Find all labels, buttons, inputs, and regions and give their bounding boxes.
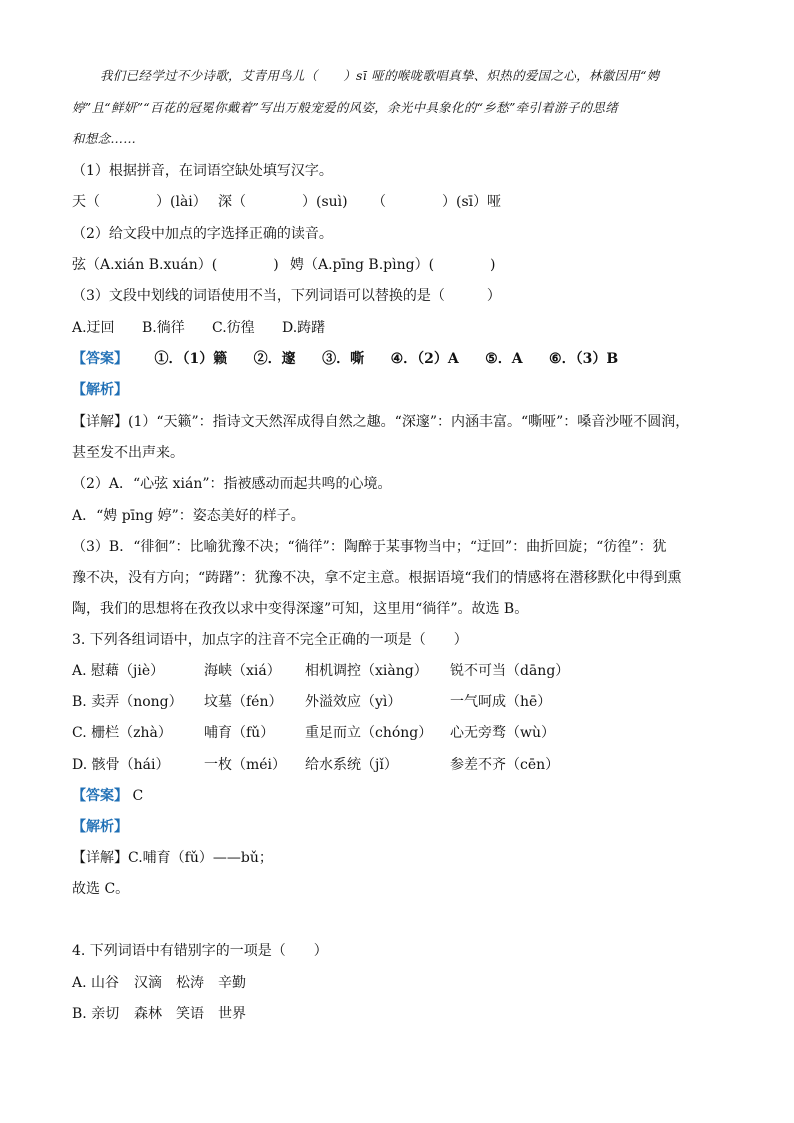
q3-row-b-cell-2: 坟墓（fén） (204, 694, 283, 710)
q3-option-d: D.踌躇 (282, 320, 326, 336)
analysis-line-7: 陶，我们的思想将在孜孜以求中变得深邃”可知，这里用“徜徉”。故选 B。 (72, 601, 529, 617)
q3-answer-value: C (132, 788, 144, 804)
q4-row-a-cell-1: A. 山谷 (72, 975, 120, 991)
q4-row-a-cell-4: 辛勤 (218, 975, 246, 991)
q3-row-c-cell-1: C. 栅栏（zhà） (72, 725, 172, 741)
q4-row-b-cell-1: B. 亲切 (72, 1006, 120, 1022)
answer-tag: 【答案】 (72, 351, 128, 367)
q2-item-2: 娉（A.pīng B.pìng）( ) (290, 257, 496, 273)
answer-part-6: ⑥．（3）B (549, 351, 619, 367)
q3-row-d-cell-4: 参差不齐（cēn） (450, 757, 560, 773)
question-4-title: 4. 下列词语中有错别字的一项是（ ） (72, 943, 328, 959)
q4-row-b-cell-4: 世界 (218, 1006, 246, 1022)
q3-row-a-cell-3: 相机调控（xiàng） (305, 663, 428, 679)
question-3-title: 3. 下列各组词语中，加点字的注音不完全正确的一项是（ ） (72, 632, 468, 648)
q3-row-a-cell-4: 锐不可当（dāng） (450, 663, 570, 679)
q3-analysis-tag: 【解析】 (72, 819, 128, 835)
q3-row-a-cell-1: A. 慰藉（jiè） (72, 663, 165, 679)
q1-item-1: 天（ ）(lài） (72, 194, 207, 210)
q3-detail: 【详解】C.哺育（fǔ）——bǔ； (72, 850, 273, 866)
q3-answer-line (72, 786, 143, 806)
analysis-line-1: 【详解】(1）“天籁”：指诗文天然浑成得自然之趣。“深邃”：内涵丰富。“嘶哑”：嗓音沙哑不圆润， (72, 414, 690, 430)
analysis-line-6: 豫不决，没有方向；“踌躇”：犹豫不决，拿不定主意。根据语境“我们的情感将在潜移默化中得到熏 (72, 570, 682, 586)
analysis-tag: 【解析】 (72, 382, 128, 398)
q3-conclusion: 故选 C。 (72, 881, 130, 897)
analysis-line-2: 甚至发不出声来。 (72, 445, 184, 461)
q3-prompt: （3）文段中划线的词语使用不当，下列词语可以替换的是（ ） (72, 288, 501, 304)
q3-option-b: B.徜徉 (142, 320, 185, 336)
q3-row-b-cell-3: 外溢效应（yì） (305, 694, 402, 710)
intro-line-2: 婷”且“鲜妍”“百花的冠冕你戴着”写出万般宠爱的风姿，余光中具象化的“乡愁”牵引着游子的思绪 (72, 100, 619, 115)
answer-part-4: ④．（2）A (390, 351, 459, 367)
q1-prompt: （1）根据拼音，在词语空缺处填写汉字。 (72, 163, 333, 179)
q4-row-b-cell-2: 森林 (134, 1006, 162, 1022)
q3-options (72, 318, 326, 338)
q3-row-d-cell-3: 给水系统（jǐ） (305, 757, 398, 773)
answer-part-1: ①．（1）籁 (154, 351, 228, 367)
q3-answer-tag: 【答案】 (72, 788, 128, 804)
q3-row-c-cell-4: 心无旁骛（wù） (450, 725, 555, 741)
q3-row-d-cell-2: 一枚（méi） (204, 757, 287, 773)
q2-prompt: （2）给文段中加点的字选择正确的读音。 (72, 226, 333, 242)
q2-items (72, 255, 496, 275)
q4-row-b-cell-3: 笑语 (176, 1006, 204, 1022)
answer1-line (72, 349, 618, 369)
q1-items (72, 192, 502, 212)
q3-row-b-cell-4: 一气呵成（hē） (450, 694, 552, 710)
q4-row-a-cell-3: 松涛 (176, 975, 204, 991)
q3-row-c-cell-3: 重足而立（chóng） (305, 725, 433, 741)
q1-item-2: 深（ ）(suì) (218, 194, 348, 210)
intro-line-3: 和想念…… (72, 131, 137, 146)
analysis-line-4: A．“娉 pīng 婷”：姿态美好的样子。 (72, 508, 305, 524)
answer-part-5: ⑤．A (485, 351, 523, 367)
q4-row-a-cell-2: 汉滴 (134, 975, 162, 991)
analysis-line-3: （2）A．“心弦 xián”：指被感动而起共鸣的心境。 (72, 476, 392, 492)
q3-row-a-cell-2: 海峡（xiá） (204, 663, 281, 679)
q3-option-a: A.迂回 (72, 320, 115, 336)
q1-item-3: （ ）(sī）哑 (372, 194, 502, 210)
q3-option-c: C.彷徨 (212, 320, 255, 336)
q3-row-d-cell-1: D. 骸骨（hái） (72, 757, 170, 773)
answer-part-2: ②．邃 (253, 351, 296, 367)
intro-line-1: 我们已经学过不少诗歌，艾青用鸟儿（ ）sī 哑的喉咙歌唱真挚、炽热的爱国之心，林徽因用“娉 (100, 68, 660, 83)
q3-row-c-cell-2: 哺育（fǔ） (204, 725, 275, 741)
q3-row-b-cell-1: B. 卖弄（nong） (72, 694, 183, 710)
q2-item-1: 弦（A.xián B.xuán）( ) (72, 257, 279, 273)
answer-part-3: ③．嘶 (322, 351, 365, 367)
analysis-line-5: （3）B．“徘徊”：比喻犹豫不决；“徜徉”：陶醉于某事物当中；“迂回”：曲折回旋；“彷徨”：犹 (72, 539, 667, 555)
